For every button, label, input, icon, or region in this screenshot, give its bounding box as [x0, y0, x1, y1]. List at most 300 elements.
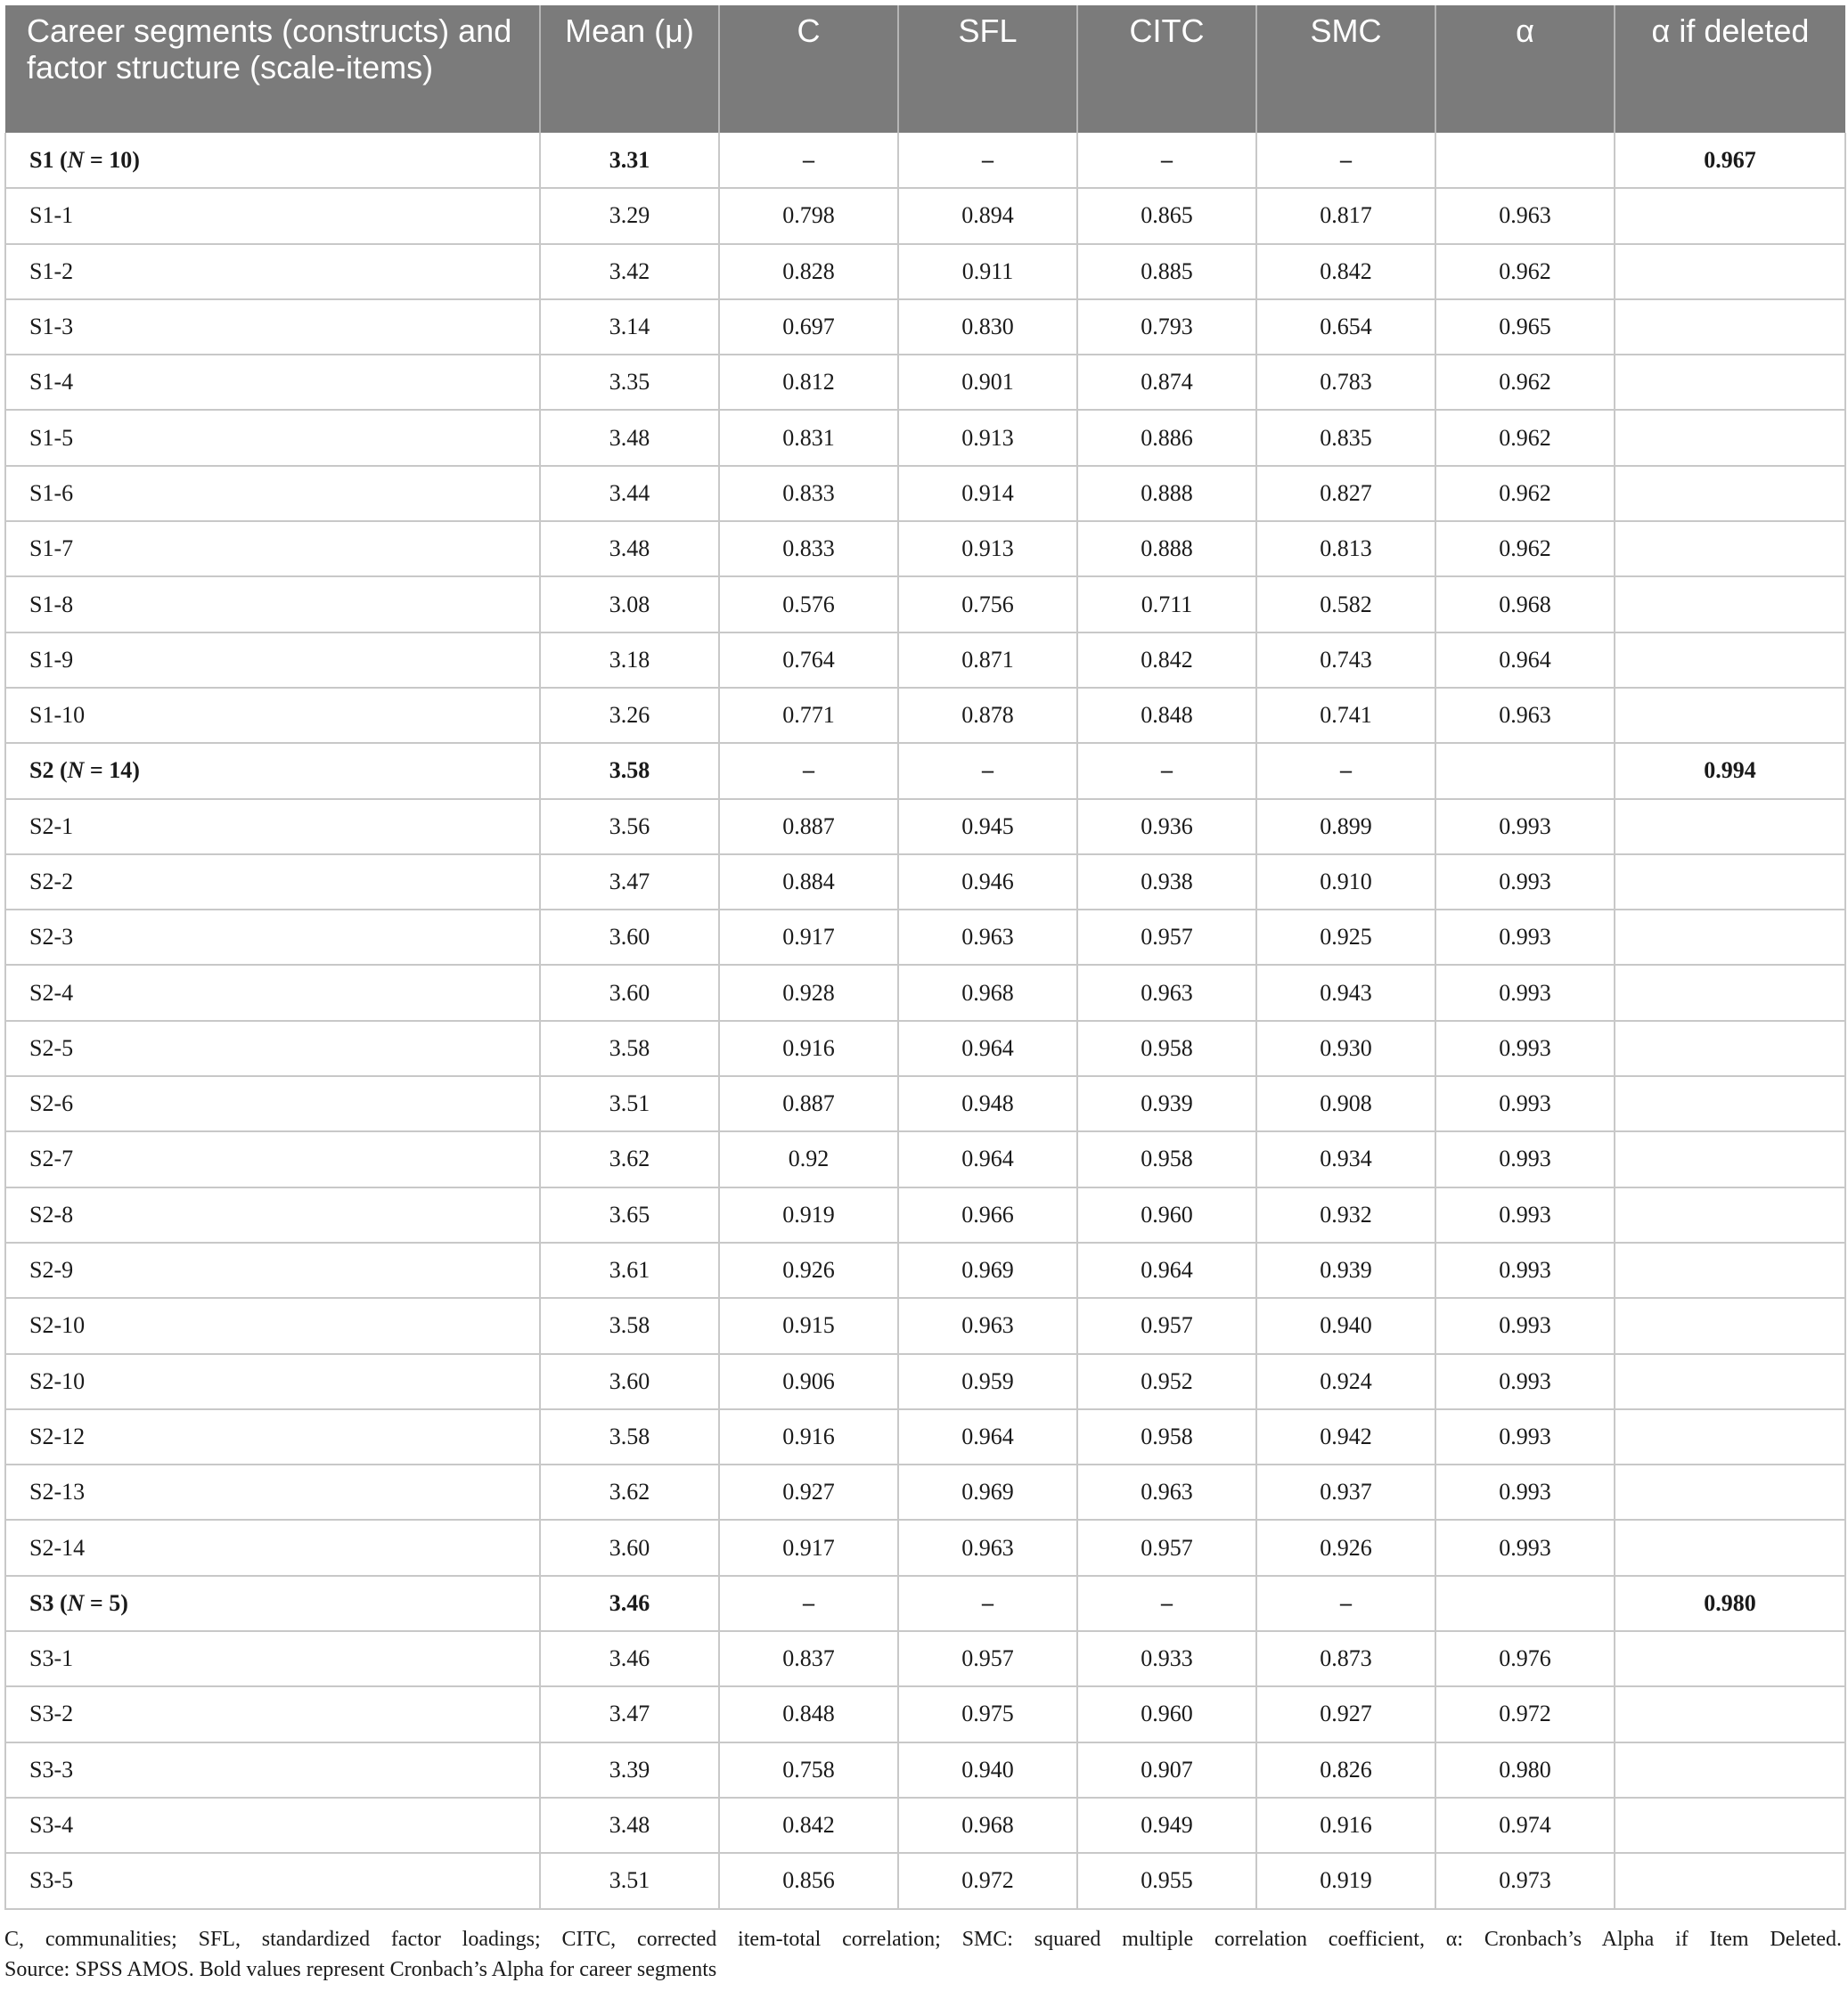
cell-citc: 0.865	[1077, 188, 1256, 243]
cell-smc: –	[1256, 133, 1435, 188]
cell-mean: 3.58	[540, 743, 719, 798]
row-label: S3-3	[5, 1742, 540, 1798]
cell-: 0.962	[1435, 466, 1615, 521]
cell-if-deleted	[1615, 688, 1845, 743]
item-row	[5, 1354, 1845, 1409]
table-body	[5, 133, 1845, 1909]
cell-citc: 0.886	[1077, 410, 1256, 465]
cell-smc: 0.934	[1256, 1131, 1435, 1187]
cell-smc: 0.910	[1256, 854, 1435, 910]
cell-smc: 0.943	[1256, 965, 1435, 1020]
cell-citc: 0.936	[1077, 799, 1256, 854]
cell-c: 0.833	[719, 521, 898, 576]
cell-c: –	[719, 743, 898, 798]
row-label: S1-5	[5, 410, 540, 465]
row-label: S3-1	[5, 1631, 540, 1686]
cell-sfl: –	[898, 743, 1077, 798]
cell-citc: 0.955	[1077, 1853, 1256, 1908]
cell-c: 0.848	[719, 1686, 898, 1742]
cell-citc: 0.952	[1077, 1354, 1256, 1409]
cell-c: 0.697	[719, 299, 898, 355]
cell-c: 0.798	[719, 188, 898, 243]
cell-c: 0.906	[719, 1354, 898, 1409]
row-label: S2-12	[5, 1409, 540, 1465]
cell-c: –	[719, 133, 898, 188]
cell-c: 0.916	[719, 1409, 898, 1465]
item-row	[5, 1631, 1845, 1686]
cell-smc: 0.743	[1256, 632, 1435, 688]
row-label: S1-7	[5, 521, 540, 576]
row-label: S2-10	[5, 1354, 540, 1409]
cell-: 0.993	[1435, 1354, 1615, 1409]
cell-smc: 0.826	[1256, 1742, 1435, 1798]
cell-: 0.974	[1435, 1798, 1615, 1853]
cell-if-deleted	[1615, 854, 1845, 910]
cell-mean: 3.46	[540, 1631, 719, 1686]
cell-mean: 3.51	[540, 1076, 719, 1131]
cell-: 0.976	[1435, 1631, 1615, 1686]
cell-mean: 3.62	[540, 1465, 719, 1520]
cell-citc: 0.885	[1077, 244, 1256, 299]
cell-citc: 0.964	[1077, 1243, 1256, 1298]
row-label: S1-6	[5, 466, 540, 521]
cell-smc: 0.940	[1256, 1298, 1435, 1353]
item-row	[5, 854, 1845, 910]
reliability-table	[4, 5, 1846, 1910]
item-row	[5, 244, 1845, 299]
column-header-4: CITC	[1077, 5, 1256, 133]
cell-smc: 0.835	[1256, 410, 1435, 465]
cell-smc: 0.937	[1256, 1465, 1435, 1520]
sample-size-symbol: N	[67, 146, 85, 173]
cell-mean: 3.65	[540, 1187, 719, 1243]
cell-sfl: 0.963	[898, 1298, 1077, 1353]
cell-sfl: 0.948	[898, 1076, 1077, 1131]
cell-smc: 0.582	[1256, 576, 1435, 632]
cell-smc: 0.939	[1256, 1243, 1435, 1298]
item-row	[5, 1686, 1845, 1742]
cell-: 0.993	[1435, 1465, 1615, 1520]
row-label: S1-2	[5, 244, 540, 299]
cell-citc: 0.958	[1077, 1021, 1256, 1076]
cell-sfl: 0.969	[898, 1243, 1077, 1298]
cell-mean: 3.47	[540, 1686, 719, 1742]
cell-c: 0.833	[719, 466, 898, 521]
cell-citc: 0.888	[1077, 521, 1256, 576]
cell-if-deleted	[1615, 355, 1845, 410]
item-row	[5, 188, 1845, 243]
cell-sfl: 0.963	[898, 1520, 1077, 1575]
sample-size-symbol: N	[67, 757, 85, 784]
cell-: 0.980	[1435, 1742, 1615, 1798]
cell-smc: 0.654	[1256, 299, 1435, 355]
cell-if-deleted: 0.980	[1615, 1576, 1845, 1631]
cell-smc: 0.842	[1256, 244, 1435, 299]
cell-sfl: 0.968	[898, 965, 1077, 1020]
cell-if-deleted	[1615, 1465, 1845, 1520]
cell-sfl: 0.901	[898, 355, 1077, 410]
cell-	[1435, 743, 1615, 798]
cell-if-deleted	[1615, 1742, 1845, 1798]
cell-mean: 3.42	[540, 244, 719, 299]
cell-	[1435, 1576, 1615, 1631]
cell-c: 0.917	[719, 910, 898, 965]
cell-sfl: 0.756	[898, 576, 1077, 632]
cell-mean: 3.18	[540, 632, 719, 688]
row-label: S2-8	[5, 1187, 540, 1243]
cell-if-deleted	[1615, 910, 1845, 965]
item-row	[5, 1742, 1845, 1798]
cell-c: 0.812	[719, 355, 898, 410]
cell-: 0.962	[1435, 355, 1615, 410]
cell-c: 0.928	[719, 965, 898, 1020]
cell-if-deleted	[1615, 1243, 1845, 1298]
cell-mean: 3.56	[540, 799, 719, 854]
cell-: 0.962	[1435, 410, 1615, 465]
cell-if-deleted	[1615, 299, 1845, 355]
cell-if-deleted	[1615, 632, 1845, 688]
cell-mean: 3.14	[540, 299, 719, 355]
cell-sfl: –	[898, 133, 1077, 188]
cell-: 0.993	[1435, 1520, 1615, 1575]
cell-mean: 3.61	[540, 1243, 719, 1298]
row-label: S2-7	[5, 1131, 540, 1187]
row-label: S3-2	[5, 1686, 540, 1742]
cell-c: 0.927	[719, 1465, 898, 1520]
row-label: S1-9	[5, 632, 540, 688]
cell-mean: 3.46	[540, 1576, 719, 1631]
item-row	[5, 1021, 1845, 1076]
row-label: S1-8	[5, 576, 540, 632]
cell-mean: 3.48	[540, 1798, 719, 1853]
cell-c: 0.915	[719, 1298, 898, 1353]
cell-mean: 3.58	[540, 1298, 719, 1353]
segment-name: S3	[29, 1589, 54, 1616]
cell-mean: 3.31	[540, 133, 719, 188]
sample-size-value: = 10	[84, 146, 133, 173]
cell-mean: 3.60	[540, 1354, 719, 1409]
cell-citc: 0.960	[1077, 1187, 1256, 1243]
cell-: 0.993	[1435, 1021, 1615, 1076]
cell-sfl: 0.964	[898, 1131, 1077, 1187]
cell-: 0.993	[1435, 1243, 1615, 1298]
column-header-5: SMC	[1256, 5, 1435, 133]
cell-citc: 0.957	[1077, 1298, 1256, 1353]
item-row	[5, 910, 1845, 965]
segment-name: S1	[29, 146, 54, 173]
item-row	[5, 1243, 1845, 1298]
row-label: S1-3	[5, 299, 540, 355]
cell-mean: 3.60	[540, 965, 719, 1020]
column-header-7: α if deleted	[1615, 5, 1845, 133]
sample-size-symbol: N	[67, 1589, 85, 1616]
cell-: 0.993	[1435, 1298, 1615, 1353]
cell-	[1435, 133, 1615, 188]
cell-sfl: 0.830	[898, 299, 1077, 355]
cell-: 0.962	[1435, 244, 1615, 299]
cell-if-deleted	[1615, 466, 1845, 521]
footnote-source: Source: SPSS AMOS. Bold values represent Cronbach’s Alpha for career segments	[4, 1958, 717, 1981]
item-row	[5, 355, 1845, 410]
cell-smc: 0.873	[1256, 1631, 1435, 1686]
cell-if-deleted	[1615, 1631, 1845, 1686]
cell-smc: 0.919	[1256, 1853, 1435, 1908]
cell-citc: 0.958	[1077, 1409, 1256, 1465]
cell-: 0.993	[1435, 965, 1615, 1020]
segment-row	[5, 1576, 1845, 1631]
item-row	[5, 1076, 1845, 1131]
cell-if-deleted	[1615, 576, 1845, 632]
cell-: 0.993	[1435, 1409, 1615, 1465]
cell-citc: –	[1077, 743, 1256, 798]
cell-citc: 0.938	[1077, 854, 1256, 910]
cell-citc: 0.957	[1077, 910, 1256, 965]
cell-mean: 3.60	[540, 910, 719, 965]
cell-if-deleted: 0.994	[1615, 743, 1845, 798]
cell-sfl: 0.959	[898, 1354, 1077, 1409]
cell-sfl: 0.968	[898, 1798, 1077, 1853]
row-label: S3-5	[5, 1853, 540, 1908]
cell-if-deleted	[1615, 1021, 1845, 1076]
item-row	[5, 576, 1845, 632]
row-label: S2-3	[5, 910, 540, 965]
cell-: 0.963	[1435, 688, 1615, 743]
cell-citc: 0.711	[1077, 576, 1256, 632]
cell-if-deleted	[1615, 1409, 1845, 1465]
cell-c: 0.576	[719, 576, 898, 632]
cell-sfl: 0.957	[898, 1631, 1077, 1686]
row-label: S2 (N = 14)	[5, 743, 540, 798]
cell-: 0.972	[1435, 1686, 1615, 1742]
cell-if-deleted	[1615, 410, 1845, 465]
cell-citc: 0.963	[1077, 1465, 1256, 1520]
cell-if-deleted	[1615, 965, 1845, 1020]
cell-if-deleted	[1615, 1686, 1845, 1742]
cell-if-deleted	[1615, 1187, 1845, 1243]
item-row	[5, 1131, 1845, 1187]
item-row	[5, 1187, 1845, 1243]
column-header-2: C	[719, 5, 898, 133]
cell-: 0.973	[1435, 1853, 1615, 1908]
cell-citc: –	[1077, 1576, 1256, 1631]
cell-c: 0.764	[719, 632, 898, 688]
row-label: S1-4	[5, 355, 540, 410]
cell-: 0.993	[1435, 854, 1615, 910]
cell-c: 0.92	[719, 1131, 898, 1187]
cell-citc: 0.874	[1077, 355, 1256, 410]
cell-citc: 0.957	[1077, 1520, 1256, 1575]
cell-if-deleted	[1615, 244, 1845, 299]
cell-smc: 0.813	[1256, 521, 1435, 576]
cell-smc: 0.927	[1256, 1686, 1435, 1742]
sample-size-value: = 14	[84, 757, 133, 784]
cell-sfl: 0.946	[898, 854, 1077, 910]
cell-smc: 0.926	[1256, 1520, 1435, 1575]
cell-citc: 0.949	[1077, 1798, 1256, 1853]
cell-if-deleted: 0.967	[1615, 133, 1845, 188]
cell-smc: 0.924	[1256, 1354, 1435, 1409]
cell-sfl: 0.964	[898, 1409, 1077, 1465]
cell-c: 0.919	[719, 1187, 898, 1243]
cell-c: 0.887	[719, 799, 898, 854]
cell-: 0.993	[1435, 799, 1615, 854]
column-header-6: α	[1435, 5, 1615, 133]
cell-c: 0.917	[719, 1520, 898, 1575]
item-row	[5, 965, 1845, 1020]
row-label: S2-5	[5, 1021, 540, 1076]
table-container	[4, 5, 1844, 1910]
cell-sfl: 0.911	[898, 244, 1077, 299]
table-footnote	[4, 1924, 1842, 1985]
cell-smc: 0.899	[1256, 799, 1435, 854]
cell-mean: 3.48	[540, 410, 719, 465]
cell-sfl: 0.964	[898, 1021, 1077, 1076]
cell-sfl: 0.940	[898, 1742, 1077, 1798]
cell-sfl: 0.913	[898, 521, 1077, 576]
cell-: 0.993	[1435, 1131, 1615, 1187]
cell-: 0.993	[1435, 1076, 1615, 1131]
cell-mean: 3.60	[540, 1520, 719, 1575]
cell-if-deleted	[1615, 521, 1845, 576]
cell-sfl: 0.871	[898, 632, 1077, 688]
cell-c: 0.831	[719, 410, 898, 465]
cell-sfl: 0.963	[898, 910, 1077, 965]
cell-c: 0.842	[719, 1798, 898, 1853]
cell-if-deleted	[1615, 1076, 1845, 1131]
cell-mean: 3.26	[540, 688, 719, 743]
cell-smc: –	[1256, 1576, 1435, 1631]
cell-citc: 0.842	[1077, 632, 1256, 688]
cell-sfl: 0.913	[898, 410, 1077, 465]
cell-smc: 0.908	[1256, 1076, 1435, 1131]
cell-sfl: 0.878	[898, 688, 1077, 743]
cell-c: 0.884	[719, 854, 898, 910]
sample-size-value: = 5	[84, 1589, 121, 1616]
cell-smc: 0.741	[1256, 688, 1435, 743]
segment-row	[5, 743, 1845, 798]
row-label: S2-6	[5, 1076, 540, 1131]
cell-smc: 0.783	[1256, 355, 1435, 410]
cell-if-deleted	[1615, 1298, 1845, 1353]
row-label: S1 (N = 10)	[5, 133, 540, 188]
cell-smc: 0.932	[1256, 1187, 1435, 1243]
cell-citc: 0.963	[1077, 965, 1256, 1020]
cell-sfl: 0.975	[898, 1686, 1077, 1742]
cell-sfl: 0.972	[898, 1853, 1077, 1908]
cell-citc: –	[1077, 133, 1256, 188]
item-row	[5, 299, 1845, 355]
cell-smc: 0.827	[1256, 466, 1435, 521]
cell-mean: 3.44	[540, 466, 719, 521]
row-label: S2-13	[5, 1465, 540, 1520]
cell-mean: 3.51	[540, 1853, 719, 1908]
row-label: S2-1	[5, 799, 540, 854]
item-row	[5, 799, 1845, 854]
cell-if-deleted	[1615, 1520, 1845, 1575]
cell-smc: 0.817	[1256, 188, 1435, 243]
cell-sfl: 0.969	[898, 1465, 1077, 1520]
cell-: 0.993	[1435, 910, 1615, 965]
cell-c: 0.916	[719, 1021, 898, 1076]
cell-smc: 0.925	[1256, 910, 1435, 965]
cell-citc: 0.960	[1077, 1686, 1256, 1742]
item-row	[5, 1853, 1845, 1908]
item-row	[5, 1409, 1845, 1465]
item-row	[5, 521, 1845, 576]
cell-mean: 3.48	[540, 521, 719, 576]
cell-mean: 3.47	[540, 854, 719, 910]
cell-mean: 3.08	[540, 576, 719, 632]
cell-sfl: 0.914	[898, 466, 1077, 521]
row-label: S1-10	[5, 688, 540, 743]
cell-: 0.962	[1435, 521, 1615, 576]
cell-citc: 0.907	[1077, 1742, 1256, 1798]
cell-citc: 0.848	[1077, 688, 1256, 743]
cell-citc: 0.933	[1077, 1631, 1256, 1686]
cell-mean: 3.58	[540, 1409, 719, 1465]
cell-citc: 0.888	[1077, 466, 1256, 521]
cell-c: 0.856	[719, 1853, 898, 1908]
item-row	[5, 466, 1845, 521]
cell-: 0.993	[1435, 1187, 1615, 1243]
row-label: S1-1	[5, 188, 540, 243]
item-row	[5, 1298, 1845, 1353]
cell-if-deleted	[1615, 1354, 1845, 1409]
row-label: S2-4	[5, 965, 540, 1020]
item-row	[5, 688, 1845, 743]
header-row	[5, 5, 1845, 133]
cell-smc: 0.930	[1256, 1021, 1435, 1076]
cell-c: 0.887	[719, 1076, 898, 1131]
item-row	[5, 632, 1845, 688]
cell-c: 0.771	[719, 688, 898, 743]
cell-smc: –	[1256, 743, 1435, 798]
cell-mean: 3.58	[540, 1021, 719, 1076]
row-label: S2-2	[5, 854, 540, 910]
item-row	[5, 1465, 1845, 1520]
row-label: S2-9	[5, 1243, 540, 1298]
cell-if-deleted	[1615, 1131, 1845, 1187]
column-header-0: Career segments (constructs) and factor structure (scale-items)	[5, 5, 540, 133]
cell-mean: 3.62	[540, 1131, 719, 1187]
row-label: S3-4	[5, 1798, 540, 1853]
segment-name: S2	[29, 757, 54, 784]
cell-if-deleted	[1615, 1853, 1845, 1908]
cell-mean: 3.35	[540, 355, 719, 410]
cell-sfl: –	[898, 1576, 1077, 1631]
cell-mean: 3.39	[540, 1742, 719, 1798]
column-header-1: Mean (μ)	[540, 5, 719, 133]
row-label: S3 (N = 5)	[5, 1576, 540, 1631]
cell-if-deleted	[1615, 1798, 1845, 1853]
cell-smc: 0.916	[1256, 1798, 1435, 1853]
cell-: 0.965	[1435, 299, 1615, 355]
cell-mean: 3.29	[540, 188, 719, 243]
item-row	[5, 410, 1845, 465]
row-label: S2-14	[5, 1520, 540, 1575]
cell-smc: 0.942	[1256, 1409, 1435, 1465]
cell-citc: 0.939	[1077, 1076, 1256, 1131]
cell-: 0.963	[1435, 188, 1615, 243]
cell-: 0.964	[1435, 632, 1615, 688]
cell-sfl: 0.894	[898, 188, 1077, 243]
cell-c: 0.926	[719, 1243, 898, 1298]
cell-sfl: 0.966	[898, 1187, 1077, 1243]
cell-citc: 0.958	[1077, 1131, 1256, 1187]
row-label: S2-10	[5, 1298, 540, 1353]
cell-c: 0.828	[719, 244, 898, 299]
cell-: 0.968	[1435, 576, 1615, 632]
